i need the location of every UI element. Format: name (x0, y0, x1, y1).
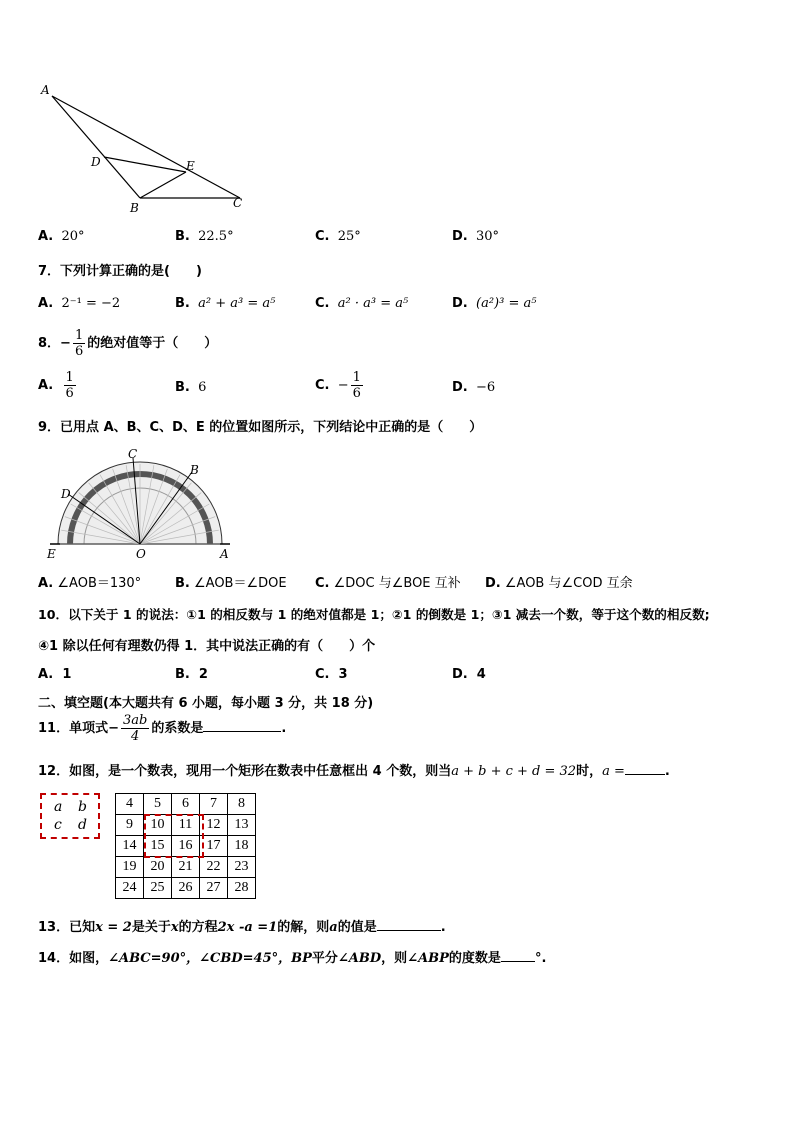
table-cell: 19 (116, 857, 144, 878)
section-2-heading: 二、填空题(本大题共有 6 小题，每小题 3 分，共 18 分) (38, 696, 374, 711)
label-A: A (41, 83, 50, 97)
highlight-box (144, 814, 204, 858)
table-cell: 28 (228, 878, 256, 899)
table-cell: 24 (116, 878, 144, 899)
q13-stem: 13．已知x = 2是关于x的方程2x -a =1的解，则a的值是 . (38, 920, 446, 935)
table-cell: 6 (172, 794, 200, 815)
table-cell: 22 (200, 857, 228, 878)
table-cell: 26 (172, 878, 200, 899)
q10-line1: 10．以下关于 1 的说法：①1 的相反数与 1 的绝对值都是 1；②1 的倒数是 1；③1 减去一个数，等于这个数的相反数; (38, 607, 710, 622)
table-cell: 11 (172, 815, 200, 836)
protractor-figure (40, 440, 250, 565)
q9-option-c: C. ∠DOC 与∠BOE 互补 (315, 576, 461, 591)
triangle-figure (36, 80, 256, 220)
q7-option-b: B. a² + a³ = a⁵ (175, 296, 276, 311)
q9-option-d: D. ∠AOB 与∠COD 互余 (485, 576, 633, 591)
table-cell: 7 (200, 794, 228, 815)
label-E: E (47, 547, 56, 561)
table-cell: 17 (200, 836, 228, 857)
q8-option-a: A. $\frac{1}{6}$ (38, 370, 74, 401)
q9-option-b: B. ∠AOB＝∠DOE (175, 576, 287, 591)
table-cell: 21 (172, 857, 200, 878)
table-cell: 20 (144, 857, 172, 878)
q14-stem: 14．如图，∠ABC=90°，∠CBD=45°，BP平分∠ABD，则∠ABP的度数是 °. (38, 951, 547, 966)
q10-option-c: C. 3 (315, 667, 348, 682)
q11-stem: 11．单项式− $\frac{3ab}{4}$ 的系数是 . (38, 713, 287, 744)
number-table (115, 793, 256, 899)
table-cell: 16 (172, 836, 200, 857)
q12-stem: 12．如图，是一个数表，现用一个矩形在数表中任意框出 4 个数，则当a + b + c + d = 32时，a = . (38, 764, 670, 779)
q6-option-a: A. 20° (38, 229, 85, 244)
label-C: C (233, 196, 243, 210)
table-cell: 13 (228, 815, 256, 836)
q10-option-d: D. 4 (452, 667, 486, 682)
q6-option-d: D. 30° (452, 229, 500, 244)
q9-option-a: A. ∠AOB＝130° (38, 576, 142, 591)
table-cell: 9 (116, 815, 144, 836)
table-cell: 4 (116, 794, 144, 815)
q7-stem: 7．下列计算正确的是( ) (38, 264, 202, 279)
table-cell: 23 (228, 857, 256, 878)
q10-option-a: A. 1 (38, 667, 72, 682)
table-cell: 18 (228, 836, 256, 857)
q10-line2: ④1 除以任何有理数仍得 1．其中说法正确的有（ ）个 (38, 639, 376, 654)
label-A: A (220, 547, 229, 561)
q7-option-c: C. a² · a³ = a⁵ (315, 296, 409, 311)
q7-option-a: A. 2⁻¹ = −2 (38, 296, 121, 311)
abcd-box: a b c d (40, 793, 100, 839)
q7-option-d: D. (a²)³ = a⁵ (452, 296, 537, 311)
label-D: D (61, 487, 71, 501)
q9-stem: 9．已用点 A、B、C、D、E 的位置如图所示，下列结论中正确的是（ ） (38, 420, 483, 435)
label-D: D (91, 155, 101, 169)
q6-option-b: B. 22.5° (175, 229, 234, 244)
table-cell: 25 (144, 878, 172, 899)
table-cell: 15 (144, 836, 172, 857)
table-row (116, 794, 256, 815)
table-row (116, 857, 256, 878)
label-C: C (128, 447, 138, 461)
label-O: O (136, 547, 146, 561)
q6-option-c: C. 25° (315, 229, 361, 244)
table-row (116, 878, 256, 899)
table-cell: 14 (116, 836, 144, 857)
q10-option-b: B. 2 (175, 667, 208, 682)
label-B: B (190, 463, 199, 477)
label-E: E (186, 159, 195, 173)
q8-option-c: C. − $\frac{1}{6}$ (315, 370, 361, 401)
q8-option-d: D. −6 (452, 380, 496, 395)
q8-stem: 8．− $\frac{1}{6}$ 的绝对值等于（ ） (38, 328, 218, 359)
label-B: B (130, 201, 139, 215)
table-cell: 10 (144, 815, 172, 836)
table-cell: 27 (200, 878, 228, 899)
table-cell: 5 (144, 794, 172, 815)
q8-option-b: B. 6 (175, 380, 207, 395)
table-cell: 12 (200, 815, 228, 836)
table-cell: 8 (228, 794, 256, 815)
